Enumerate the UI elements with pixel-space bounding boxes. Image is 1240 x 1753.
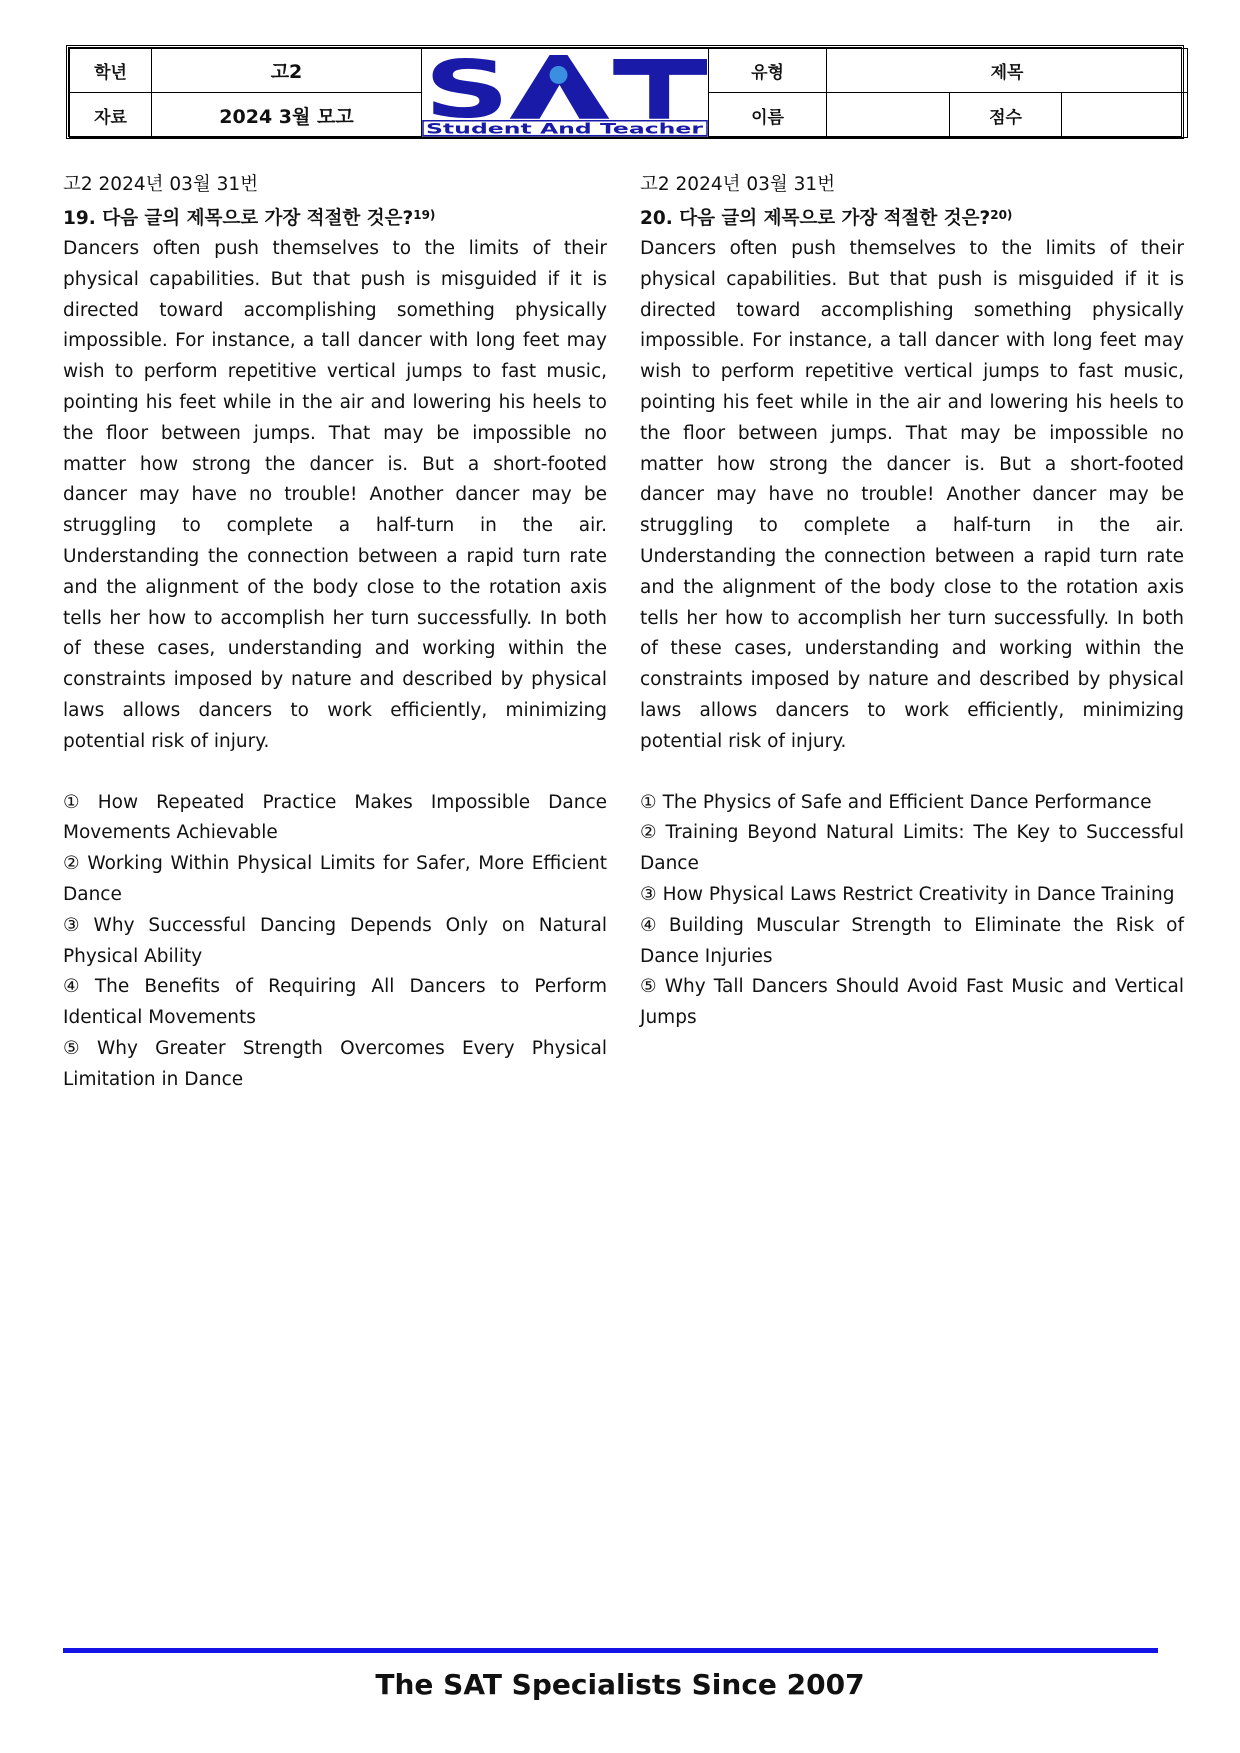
question-source: 고2 2024년 03월 31번 bbox=[640, 174, 836, 195]
question-20 bbox=[640, 170, 1184, 1034]
choice-5[interactable] bbox=[63, 1034, 607, 1096]
choice-1[interactable] bbox=[63, 788, 607, 850]
choice-text: Why Greater Strength Overcomes Every Physical Limitation in Dance bbox=[63, 1037, 607, 1090]
choice-text: Training Beyond Natural Limits: The Key to Successful Dance bbox=[640, 822, 1184, 875]
name-label: 이름 bbox=[709, 93, 827, 137]
sat-logo bbox=[422, 49, 708, 137]
logo-a-dot bbox=[550, 66, 568, 84]
choice-text: Why Successful Dancing Depends Only on Natural Physical Ability bbox=[63, 914, 607, 967]
logo-letters-s: S bbox=[423, 49, 510, 136]
choice-3[interactable] bbox=[63, 911, 607, 973]
score-field[interactable] bbox=[1062, 93, 1188, 137]
choice-number: ⑤ bbox=[640, 976, 659, 998]
choice-1[interactable] bbox=[640, 788, 1184, 819]
logo-tagline: Student And Teacher bbox=[425, 121, 704, 137]
choice-number: ⑤ bbox=[63, 1037, 91, 1059]
choice-number: ① bbox=[640, 791, 657, 813]
name-field[interactable] bbox=[827, 93, 950, 137]
footnote-marker: 19) bbox=[413, 208, 436, 222]
choice-4[interactable] bbox=[63, 972, 607, 1034]
material-value: 2024 3월 모고 bbox=[152, 93, 422, 137]
footnote-marker: 20) bbox=[990, 208, 1013, 222]
choice-number: ④ bbox=[63, 976, 89, 998]
choice-list bbox=[640, 788, 1184, 1034]
choice-number: ② bbox=[640, 822, 660, 844]
passage: Dancers often push themselves to the limits of their physical capabilities. But that push is misguided if it is directed toward accomplishing something physically impossible. For instance, a tall dancer with long feet may wish to perform repetitive vertical jumps to fast music, pointing his feet while in the air and lowering his heels to the floor between jumps. That may be impossible no matter how strong the dancer is. But a short-footed dancer may have no trouble! Another dancer may be struggling to complete a half-turn in the air. Understanding the connection between a rapid turn rate and the alignment of the body close to the rotation axis tells her how to accomplish her turn successfully. In both of these cases, understanding and working within the constraints imposed by nature and described by physical laws allows dancers to work efficiently, minimizing potential risk of injury. bbox=[640, 238, 1184, 752]
footer-slogan: The SAT Specialists Since 2007 bbox=[375, 1668, 865, 1701]
choice-4[interactable] bbox=[640, 911, 1184, 973]
header-table bbox=[66, 45, 1184, 139]
choice-2[interactable] bbox=[63, 849, 607, 911]
choice-number: ① bbox=[63, 791, 92, 813]
question-19 bbox=[63, 170, 607, 1096]
choice-text: The Benefits of Requiring All Dancers to Perform Identical Movements bbox=[63, 976, 607, 1029]
choice-text: Working Within Physical Limits for Safer, More Efficient Dance bbox=[63, 853, 607, 905]
passage: Dancers often push themselves to the limits of their physical capabilities. But that push is misguided if it is directed toward accomplishing something physically impossible. For instance, a tall dancer with long feet may wish to perform repetitive vertical jumps to fast music, pointing his feet while in the air and lowering his heels to the floor between jumps. That may be impossible no matter how strong the dancer is. But a short-footed dancer may have no trouble! Another dancer may be struggling to complete a half-turn in the air. Understanding the connection between a rapid turn rate and the alignment of the body close to the rotation axis tells her how to accomplish her turn successfully. In both of these cases, understanding and working within the constraints imposed by nature and described by physical laws allows dancers to work efficiently, minimizing potential risk of injury. bbox=[63, 238, 607, 752]
choice-number: ③ bbox=[63, 914, 88, 936]
choice-2[interactable] bbox=[640, 818, 1184, 880]
question-title bbox=[63, 200, 607, 234]
choice-text: Building Muscular Strength to Eliminate the Risk of Dance Injuries bbox=[640, 914, 1184, 967]
choice-text: How Physical Laws Restrict Creativity in Dance Training bbox=[662, 883, 1175, 905]
question-title-text: 20. 다음 글의 제목으로 가장 적절한 것은? bbox=[640, 208, 991, 229]
score-label: 점수 bbox=[950, 93, 1062, 137]
type-label: 유형 bbox=[709, 49, 827, 93]
choice-3[interactable] bbox=[640, 880, 1184, 911]
grade-value: 고2 bbox=[152, 49, 422, 93]
choice-number: ④ bbox=[640, 914, 663, 936]
choice-number: ② bbox=[63, 853, 82, 875]
footer-divider bbox=[63, 1648, 1158, 1653]
choice-number: ③ bbox=[640, 883, 657, 905]
choice-5[interactable] bbox=[640, 972, 1184, 1034]
logo-cell bbox=[422, 49, 709, 138]
material-label: 자료 bbox=[70, 93, 152, 137]
grade-label: 학년 bbox=[70, 49, 152, 93]
question-title bbox=[640, 200, 1184, 234]
choice-list bbox=[63, 788, 607, 1096]
question-source: 고2 2024년 03월 31번 bbox=[63, 174, 259, 195]
choice-text: The Physics of Safe and Efficient Dance Performance bbox=[662, 791, 1152, 813]
title-label: 제목 bbox=[827, 49, 1188, 93]
choice-text: Why Tall Dancers Should Avoid Fast Music and Vertical Jumps bbox=[640, 976, 1184, 1029]
choice-text: How Repeated Practice Makes Impossible Dance Movements Achievable bbox=[63, 791, 607, 844]
question-title-text: 19. 다음 글의 제목으로 가장 적절한 것은? bbox=[63, 208, 414, 229]
